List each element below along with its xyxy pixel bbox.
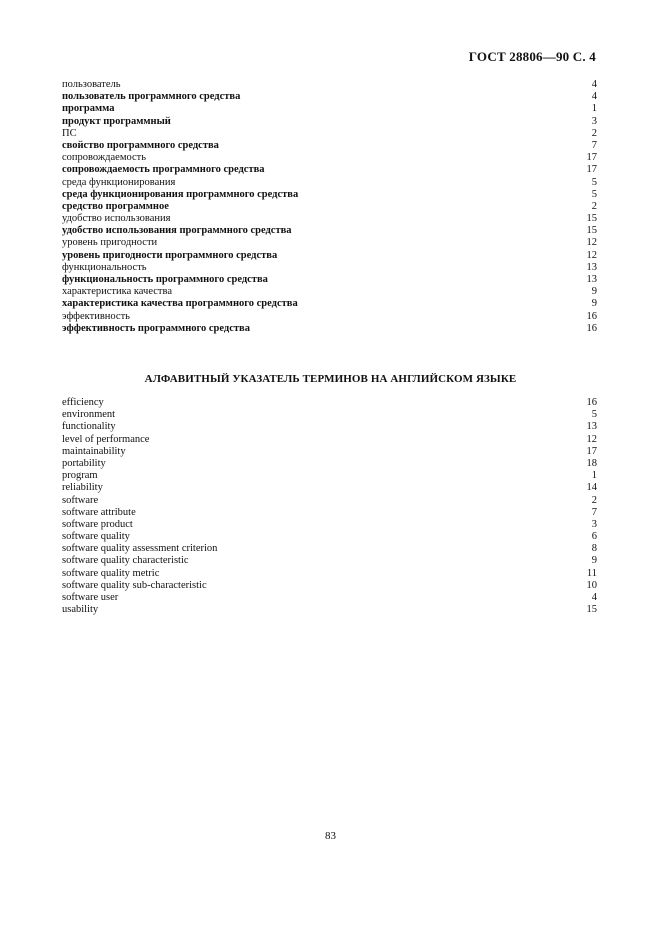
index-entry: [62, 286, 597, 298]
index-term: характеристика качества: [62, 286, 172, 298]
index-term: software product: [62, 518, 133, 530]
index-page-ref: 4: [591, 91, 597, 103]
index-page-ref: 4: [591, 592, 597, 603]
index-page-ref: 6: [591, 531, 597, 543]
index-page-ref: 17: [586, 445, 597, 457]
index-page-ref: 7: [591, 139, 597, 151]
page-header: ГОСТ 28806—90 С. 4: [468, 49, 596, 64]
index-page-ref: 2: [591, 494, 597, 506]
index-term: environment: [62, 409, 116, 421]
index-page-ref: 16: [586, 397, 597, 408]
index-page-ref: 12: [586, 237, 597, 249]
index-term: удобство использования: [62, 213, 171, 225]
index-term: software quality metric: [62, 567, 160, 579]
index-entry: [62, 470, 597, 482]
index-term: reliability: [62, 482, 103, 494]
index-page-ref: 1: [591, 470, 597, 482]
index-term: usability: [62, 604, 99, 616]
index-entry: [62, 311, 597, 323]
index-entry: [62, 262, 597, 274]
index-term: пользователь: [62, 79, 121, 90]
index-page-ref: 5: [591, 188, 597, 200]
index-term: program: [62, 470, 98, 482]
index-entry: [62, 397, 597, 409]
index-page-ref: 15: [586, 604, 597, 616]
index-term: level of performance: [62, 433, 150, 445]
index-term: удобство использования программного средства: [62, 225, 292, 237]
index-entry: [62, 201, 597, 213]
index-entry: [62, 555, 597, 567]
index-term: software quality: [62, 531, 130, 543]
index-page-ref: 13: [586, 421, 597, 433]
index-entry: [62, 237, 597, 249]
index-entry: [62, 164, 597, 176]
index-page-ref: 10: [586, 579, 597, 591]
index-entry: [62, 446, 597, 458]
index-term: portability: [62, 457, 106, 469]
index-page-ref: 18: [586, 457, 597, 469]
index-term: software attribute: [62, 506, 136, 518]
index-term: software user: [62, 592, 119, 603]
index-page-ref: 13: [586, 261, 597, 273]
index-term: эффективность: [62, 310, 130, 322]
index-term: software quality assessment criterion: [62, 543, 218, 555]
index-term: функциональность программного средства: [62, 274, 268, 285]
index-entry: [62, 79, 597, 91]
index-term: efficiency: [62, 397, 104, 408]
index-page-ref: 14: [586, 482, 597, 494]
index-page-ref: 12: [586, 433, 597, 445]
index-term: уровень пригодности: [62, 237, 158, 249]
index-term: продукт программный: [62, 115, 171, 127]
index-entry: [62, 580, 597, 592]
index-entry: [62, 495, 597, 507]
index-term: software quality sub-characteristic: [62, 579, 207, 591]
index-page-ref: 4: [591, 79, 597, 90]
index-entry: [62, 177, 597, 189]
index-term: свойство программного средства: [62, 139, 219, 151]
index-entry: [62, 434, 597, 446]
index-page-ref: 17: [586, 164, 597, 176]
index-term: характеристика качества программного средства: [62, 298, 298, 310]
index-entry: [62, 298, 597, 310]
index-entry: [62, 592, 597, 604]
index-entry: [62, 507, 597, 519]
index-page-ref: 15: [586, 213, 597, 225]
index-entry: [62, 531, 597, 543]
index-page-ref: 3: [591, 115, 597, 127]
index-term: software quality characteristic: [62, 555, 189, 567]
index-term: программа: [62, 103, 115, 115]
index-page-ref: 8: [591, 543, 597, 555]
index-term: software: [62, 494, 99, 506]
index-page-ref: 9: [591, 298, 597, 310]
index-term: сопровождаемость: [62, 152, 147, 164]
english-term-index: [62, 397, 597, 616]
index-entry: [62, 152, 597, 164]
index-term: среда функционирования: [62, 176, 176, 188]
index-entry: [62, 323, 597, 335]
index-page-ref: 5: [591, 176, 597, 188]
index-page-ref: 2: [591, 200, 597, 212]
index-entry: [62, 103, 597, 115]
index-entry: [62, 140, 597, 152]
index-entry: [62, 543, 597, 555]
index-page-ref: 5: [591, 409, 597, 421]
index-entry: [62, 213, 597, 225]
index-term: среда функционирования программного средства: [62, 188, 299, 200]
index-page-ref: 7: [591, 506, 597, 518]
index-term: эффективность программного средства: [62, 322, 250, 334]
index-term: средство программное: [62, 200, 169, 212]
english-index-title: АЛФАВИТНЫЙ УКАЗАТЕЛЬ ТЕРМИНОВ НА АНГЛИЙСКОМ ЯЗЫКЕ: [144, 373, 517, 385]
index-page-ref: 16: [586, 310, 597, 322]
index-entry: [62, 128, 597, 140]
index-page-ref: 11: [586, 567, 597, 579]
page-number: 83: [325, 830, 336, 842]
index-term: maintainability: [62, 445, 126, 457]
index-page-ref: 1: [591, 103, 597, 115]
index-entry: [62, 421, 597, 433]
russian-term-index: [62, 79, 597, 335]
index-entry: [62, 274, 597, 286]
index-page-ref: 16: [586, 322, 597, 334]
index-entry: [62, 225, 597, 237]
index-page-ref: 9: [591, 286, 597, 298]
index-entry: [62, 116, 597, 128]
index-term: functionality: [62, 421, 116, 433]
index-entry: [62, 409, 597, 421]
index-term: функциональность: [62, 261, 147, 273]
index-term: пользователь программного средства: [62, 91, 241, 103]
index-term: ПС: [62, 127, 77, 139]
index-entry: [62, 250, 597, 262]
index-entry: [62, 482, 597, 494]
index-page-ref: 12: [586, 249, 597, 261]
index-entry: [62, 519, 597, 531]
index-entry: [62, 91, 597, 103]
index-page-ref: 13: [586, 274, 597, 285]
index-page-ref: 15: [586, 225, 597, 237]
index-page-ref: 17: [586, 152, 597, 164]
index-entry: [62, 458, 597, 470]
index-term: сопровождаемость программного средства: [62, 164, 265, 176]
index-entry: [62, 604, 597, 616]
index-term: уровень пригодности программного средства: [62, 249, 278, 261]
index-entry: [62, 189, 597, 201]
index-entry: [62, 568, 597, 580]
index-page-ref: 9: [591, 555, 597, 567]
index-page-ref: 2: [591, 127, 597, 139]
index-page-ref: 3: [591, 518, 597, 530]
